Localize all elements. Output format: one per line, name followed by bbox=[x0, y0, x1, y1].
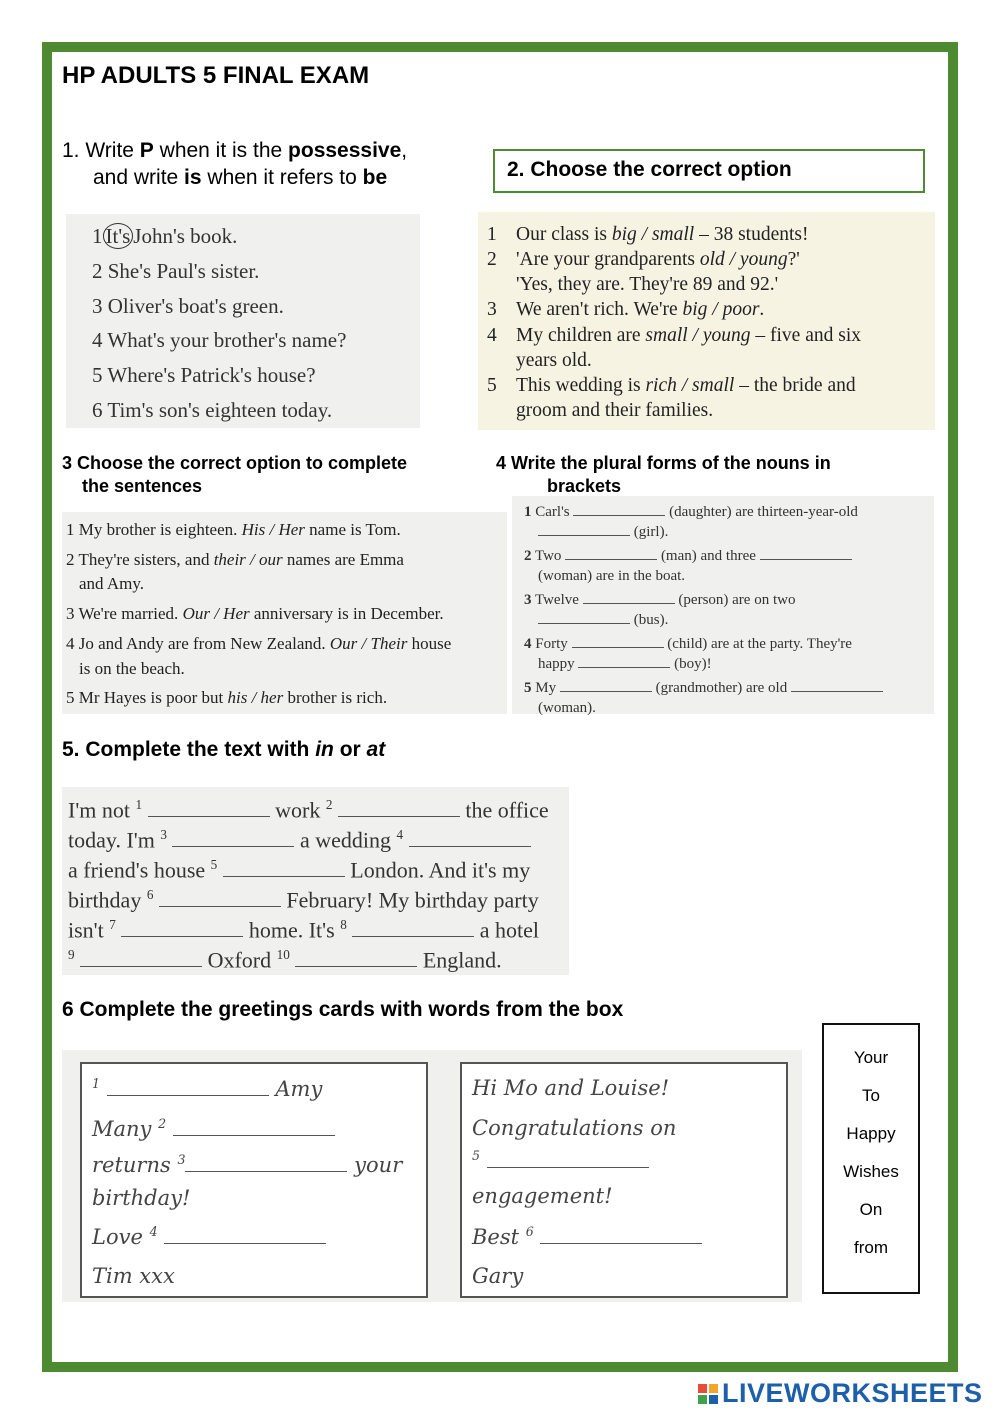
text: 1 My brother is eighteen. bbox=[66, 520, 242, 539]
text: birthday bbox=[68, 887, 147, 913]
q3-line bbox=[66, 634, 451, 654]
gap-number: 3 bbox=[160, 827, 167, 842]
q4-line bbox=[524, 592, 795, 609]
q5-line bbox=[68, 947, 502, 973]
word-box-item[interactable]: On bbox=[859, 1200, 883, 1219]
item-number: 5 bbox=[487, 375, 497, 396]
q1-heading bbox=[62, 137, 407, 191]
text: (man) and three bbox=[660, 548, 756, 564]
text: groom and their families. bbox=[516, 400, 714, 421]
q3-line bbox=[66, 604, 444, 624]
logo-square bbox=[698, 1384, 707, 1393]
q5-exercise bbox=[62, 787, 569, 975]
text: London. And it's my bbox=[350, 857, 531, 883]
item-number: 1 bbox=[524, 504, 532, 520]
item-text: Oliver's boat's green. bbox=[107, 294, 284, 318]
text: engagement! bbox=[472, 1184, 613, 1208]
item-number: 3 bbox=[487, 299, 497, 320]
gap-number: 2 bbox=[325, 797, 333, 812]
gap-number: 5 bbox=[210, 857, 218, 872]
q3-line bbox=[66, 520, 401, 540]
q1-item bbox=[92, 398, 332, 423]
word-box-item[interactable]: Wishes bbox=[843, 1162, 899, 1181]
gap-number: 6 bbox=[146, 887, 154, 902]
item-number: 4 bbox=[487, 325, 497, 346]
option-choice[interactable]: Our / Her bbox=[182, 604, 250, 623]
option-choice[interactable]: his / her bbox=[227, 688, 284, 707]
text: Congratulations on bbox=[472, 1116, 677, 1140]
answer-blank[interactable] bbox=[164, 1243, 326, 1244]
card-line bbox=[92, 1116, 335, 1141]
card-line bbox=[472, 1184, 613, 1208]
card-line bbox=[92, 1224, 326, 1249]
item-number: 2 bbox=[487, 249, 497, 270]
q1-heading-bold: possessive bbox=[288, 139, 402, 162]
item-text: Where's Patrick's house? bbox=[107, 363, 316, 387]
q1-item bbox=[92, 259, 259, 284]
text: happy bbox=[538, 656, 575, 672]
q2-line bbox=[516, 249, 800, 271]
text: (bus). bbox=[633, 612, 669, 628]
text: home. It's bbox=[248, 917, 341, 943]
q4-line bbox=[524, 548, 852, 565]
q2-line bbox=[516, 350, 592, 372]
text: returns bbox=[92, 1153, 178, 1177]
text: (person) are on two bbox=[678, 592, 796, 608]
q2-line bbox=[516, 325, 861, 347]
option-choice[interactable]: small / young bbox=[645, 325, 751, 346]
text: . bbox=[759, 299, 765, 320]
card-line bbox=[472, 1148, 649, 1173]
answer-blank[interactable] bbox=[173, 1135, 335, 1136]
text: 5. Complete the text with bbox=[62, 738, 316, 761]
text: Many bbox=[92, 1117, 159, 1141]
q5-line bbox=[68, 917, 539, 943]
text: a hotel bbox=[479, 917, 540, 943]
text: house bbox=[407, 634, 452, 653]
q1-heading-line2 bbox=[62, 164, 407, 191]
item-number: 2 bbox=[524, 548, 532, 564]
text: ?' bbox=[787, 249, 800, 270]
card-line bbox=[92, 1186, 190, 1210]
text: My children are bbox=[516, 325, 646, 346]
text: – five and six bbox=[750, 325, 861, 346]
q4-exercise bbox=[512, 496, 934, 714]
text: a wedding bbox=[299, 827, 397, 853]
answer-blank[interactable] bbox=[159, 906, 281, 907]
text: Carl's bbox=[531, 504, 570, 520]
q3-line bbox=[79, 574, 144, 594]
logo-square bbox=[709, 1395, 718, 1404]
text: a friend's house bbox=[68, 857, 211, 883]
gap-number: 1 bbox=[92, 1076, 101, 1091]
q3-heading-line: the sentences bbox=[82, 476, 203, 496]
answer-blank[interactable] bbox=[538, 535, 630, 536]
text: 4 Jo and Andy are from New Zealand. bbox=[66, 634, 330, 653]
option-choice[interactable]: old / young bbox=[699, 249, 788, 270]
item-text: She's Paul's sister. bbox=[107, 259, 260, 283]
text: Twelve bbox=[531, 592, 579, 608]
item-text: What's your brother's name? bbox=[107, 328, 347, 352]
word-box-item[interactable]: Happy bbox=[846, 1124, 896, 1143]
text: name is Tom. bbox=[304, 520, 401, 539]
gap-number: 5 bbox=[472, 1148, 481, 1163]
text: 2 They're sisters, and bbox=[66, 550, 214, 569]
option-choice[interactable]: big / poor bbox=[682, 299, 760, 320]
text: We aren't rich. We're bbox=[516, 299, 683, 320]
q5-heading bbox=[62, 738, 385, 762]
q4-line bbox=[538, 524, 668, 541]
q1-heading-bold: be bbox=[362, 166, 388, 189]
gap-number: 2 bbox=[158, 1116, 167, 1131]
item-number: 4 bbox=[92, 328, 103, 352]
q5-line bbox=[68, 857, 530, 883]
text: February! My birthday party bbox=[286, 887, 539, 913]
answer-blank[interactable] bbox=[185, 1171, 347, 1172]
answer-blank[interactable] bbox=[295, 966, 417, 967]
greeting-card-2 bbox=[460, 1062, 788, 1298]
q3-line bbox=[66, 550, 404, 570]
word-box-item[interactable]: Your bbox=[853, 1048, 889, 1067]
text: and Amy. bbox=[79, 574, 145, 593]
logo-text: LIVEWORKSHEETS bbox=[722, 1378, 983, 1408]
q2-line bbox=[516, 224, 809, 246]
q1-heading-bold: is bbox=[184, 166, 202, 189]
gap-number: 9 bbox=[68, 947, 75, 962]
text: 'Are your grandparents bbox=[516, 249, 700, 270]
item-number: 6 bbox=[92, 398, 103, 422]
q5-line bbox=[68, 887, 539, 913]
text: This wedding is bbox=[516, 375, 646, 396]
card-line bbox=[92, 1264, 175, 1288]
gap-number: 7 bbox=[109, 917, 116, 932]
text: years old. bbox=[516, 350, 592, 371]
text: names are Emma bbox=[282, 550, 404, 569]
q2-line bbox=[516, 375, 856, 397]
q4-heading bbox=[496, 452, 831, 498]
item-number: 1 bbox=[92, 224, 103, 248]
q4-line bbox=[538, 656, 712, 673]
text: birthday! bbox=[92, 1186, 191, 1210]
text: Best bbox=[472, 1225, 526, 1249]
text: is on the beach. bbox=[79, 659, 185, 678]
circled-answer: It's bbox=[103, 223, 134, 249]
answer-blank[interactable] bbox=[583, 603, 675, 604]
item-text: Tim's son's eighteen today. bbox=[107, 398, 333, 422]
text: Our class is bbox=[516, 224, 612, 245]
text: brother is rich. bbox=[283, 688, 388, 707]
greeting-card-1 bbox=[80, 1062, 428, 1298]
q1-heading-text: 1. Write bbox=[62, 139, 140, 162]
text: (girl). bbox=[633, 524, 669, 540]
logo-icon bbox=[698, 1384, 718, 1404]
text: (child) are at the party. They're bbox=[667, 636, 852, 652]
text: Two bbox=[531, 548, 562, 564]
text: isn't bbox=[68, 917, 110, 943]
card-line bbox=[472, 1116, 676, 1140]
q3-line bbox=[79, 659, 185, 679]
answer-blank[interactable] bbox=[578, 667, 670, 668]
text: Forty bbox=[531, 636, 568, 652]
logo-square bbox=[698, 1395, 707, 1404]
q1-heading-bold: P bbox=[139, 139, 154, 162]
answer-blank[interactable] bbox=[352, 936, 474, 937]
q1-heading-text: when it refers to bbox=[201, 166, 363, 189]
text: 3 We're married. bbox=[66, 604, 183, 623]
q2-line bbox=[516, 274, 778, 296]
q5-line bbox=[68, 827, 531, 853]
word-box bbox=[822, 1023, 920, 1294]
card-line bbox=[92, 1152, 402, 1177]
q4-line bbox=[538, 700, 596, 717]
text: (woman). bbox=[538, 700, 596, 716]
q4-line bbox=[524, 680, 883, 697]
item-number: 5 bbox=[92, 363, 103, 387]
q1-exercise bbox=[66, 214, 420, 428]
q4-line bbox=[524, 636, 852, 653]
q1-heading-text: and write bbox=[93, 166, 185, 189]
q1-item bbox=[92, 294, 284, 319]
q4-line bbox=[524, 504, 858, 521]
q3-line bbox=[66, 688, 387, 708]
q4-heading-line: brackets bbox=[547, 476, 622, 496]
q1-item bbox=[92, 224, 237, 249]
gap-number: 4 bbox=[396, 827, 404, 842]
item-number: 3 bbox=[524, 592, 532, 608]
q2-line bbox=[516, 299, 764, 321]
option-choice[interactable]: Our / Their bbox=[329, 634, 408, 653]
text: Tim xxx bbox=[92, 1264, 175, 1288]
q6-cards-panel bbox=[62, 1050, 802, 1302]
text: Oxford bbox=[207, 947, 277, 973]
q1-heading-text: , bbox=[401, 139, 408, 162]
text: I'm not bbox=[68, 797, 136, 823]
answer-blank[interactable] bbox=[538, 623, 630, 624]
text: your bbox=[354, 1153, 403, 1177]
answer-blank[interactable] bbox=[572, 647, 664, 648]
answer-blank[interactable] bbox=[565, 559, 657, 560]
gap-number: 10 bbox=[276, 947, 290, 962]
answer-blank[interactable] bbox=[409, 846, 531, 847]
text: the office bbox=[465, 797, 549, 823]
q4-heading-line: 4 Write the plural forms of the nouns in bbox=[496, 453, 831, 473]
card-line bbox=[92, 1076, 322, 1101]
gap-number: 1 bbox=[135, 797, 143, 812]
text: – 38 students! bbox=[694, 224, 809, 245]
card-line bbox=[472, 1224, 702, 1249]
answer-blank[interactable] bbox=[760, 559, 852, 560]
q3-exercise bbox=[62, 512, 507, 714]
answer-blank[interactable] bbox=[338, 816, 460, 817]
item-number: 4 bbox=[524, 636, 532, 652]
gap-number: 8 bbox=[340, 917, 347, 932]
answer-blank[interactable] bbox=[80, 966, 202, 967]
text: (woman) are in the boat. bbox=[538, 568, 686, 584]
gap-number: 3 bbox=[177, 1152, 186, 1167]
option-choice[interactable]: His / Her bbox=[241, 520, 305, 539]
q1-heading-text: when it is the bbox=[153, 139, 289, 162]
word-box-item[interactable]: To bbox=[862, 1086, 880, 1105]
q6-heading: 6 Complete the greetings cards with words from the box bbox=[62, 998, 624, 1021]
text: Love bbox=[92, 1225, 150, 1249]
q1-item bbox=[92, 363, 316, 388]
liveworksheets-logo[interactable] bbox=[698, 1378, 983, 1409]
word-box-item[interactable]: from bbox=[854, 1238, 888, 1257]
text: (grandmother) are old bbox=[655, 680, 788, 696]
text: Hi Mo and Louise! bbox=[472, 1076, 670, 1100]
gap-number: 4 bbox=[149, 1224, 158, 1239]
text: in bbox=[315, 738, 334, 761]
q4-line bbox=[538, 568, 685, 585]
item-number: 2 bbox=[92, 259, 103, 283]
item-text: John's book. bbox=[133, 224, 238, 248]
page-title: HP ADULTS 5 FINAL EXAM bbox=[62, 62, 370, 89]
answer-blank[interactable] bbox=[223, 876, 345, 877]
answer-blank[interactable] bbox=[560, 691, 652, 692]
item-number: 5 bbox=[524, 680, 532, 696]
answer-blank[interactable] bbox=[573, 515, 665, 516]
text: 5 Mr Hayes is poor but bbox=[66, 688, 228, 707]
answer-blank[interactable] bbox=[172, 846, 294, 847]
gap-number: 6 bbox=[525, 1224, 534, 1239]
text: My bbox=[531, 680, 557, 696]
option-choice[interactable]: big / small bbox=[611, 224, 695, 245]
text: England. bbox=[422, 947, 502, 973]
text: or bbox=[333, 738, 367, 761]
text: Amy bbox=[275, 1077, 323, 1101]
item-number: 3 bbox=[92, 294, 103, 318]
answer-blank[interactable] bbox=[148, 816, 270, 817]
text: (daughter) are thirteen-year-old bbox=[669, 504, 858, 520]
answer-blank[interactable] bbox=[791, 691, 883, 692]
item-number: 1 bbox=[487, 224, 497, 245]
answer-blank[interactable] bbox=[107, 1095, 269, 1096]
q2-exercise bbox=[478, 212, 935, 430]
q2-heading: 2. Choose the correct option bbox=[493, 149, 925, 193]
logo-square bbox=[709, 1384, 718, 1393]
q3-heading bbox=[62, 452, 407, 498]
text: anniversary is in December. bbox=[249, 604, 444, 623]
q1-item bbox=[92, 328, 346, 353]
q3-heading-line: 3 Choose the correct option to complete bbox=[62, 453, 408, 473]
answer-blank[interactable] bbox=[540, 1243, 702, 1244]
answer-blank[interactable] bbox=[121, 936, 243, 937]
text: – the bride and bbox=[734, 375, 856, 396]
card-line bbox=[472, 1076, 669, 1100]
text: today. I'm bbox=[68, 827, 161, 853]
option-choice[interactable]: rich / small bbox=[645, 375, 735, 396]
text: (boy)! bbox=[674, 656, 712, 672]
card-line bbox=[472, 1264, 523, 1288]
q4-line bbox=[538, 612, 668, 629]
text: 'Yes, they are. They're 89 and 92.' bbox=[516, 274, 779, 295]
text: Gary bbox=[472, 1264, 524, 1288]
text: work bbox=[275, 797, 326, 823]
text: at bbox=[366, 738, 386, 761]
q2-line bbox=[516, 400, 713, 422]
answer-blank[interactable] bbox=[487, 1167, 649, 1168]
q5-line bbox=[68, 797, 549, 823]
option-choice[interactable]: their / our bbox=[213, 550, 283, 569]
